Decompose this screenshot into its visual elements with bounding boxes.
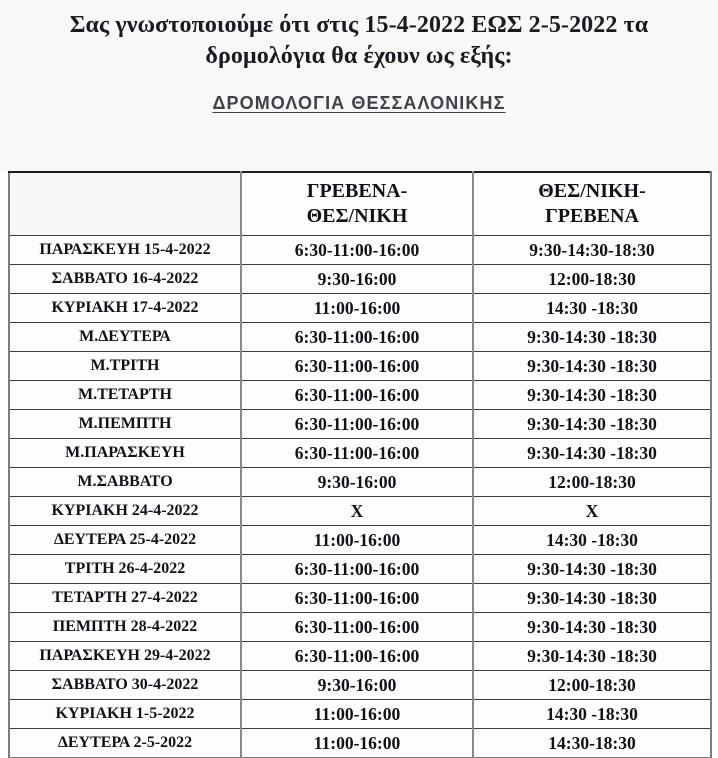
cell-inbound-times: 9:30-14:30 -18:30 [473, 613, 711, 642]
header-outbound-line-1: ΓΡΕΒΕΝΑ- [306, 180, 408, 202]
cell-day: ΤΕΤΑΡΤΗ 27-4-2022 [9, 584, 241, 613]
cell-inbound-times: 9:30-14:30 -18:30 [473, 439, 711, 468]
cell-day: ΚΥΡΙΑΚΗ 24-4-2022 [9, 497, 241, 526]
cell-inbound-times: 14:30 -18:30 [473, 700, 711, 729]
cell-outbound-times: 9:30-16:00 [241, 265, 473, 294]
cell-outbound-times: 11:00-16:00 [241, 729, 473, 758]
cell-outbound-times: 6:30-11:00-16:00 [241, 352, 473, 381]
table-row [9, 236, 711, 265]
table-row [9, 729, 711, 758]
cell-day: ΚΥΡΙΑΚΗ 17-4-2022 [9, 294, 241, 323]
cell-inbound-times: 9:30-14:30 -18:30 [473, 584, 711, 613]
cell-outbound-times: 9:30-16:00 [241, 671, 473, 700]
cell-outbound-times: 6:30-11:00-16:00 [241, 555, 473, 584]
table-row [9, 555, 711, 584]
cell-inbound-times: 9:30-14:30-18:30 [473, 236, 711, 265]
header-inbound-line-1: ΘΕΣ/ΝΙΚΗ- [538, 180, 646, 202]
cell-inbound-times: 12:00-18:30 [473, 671, 711, 700]
cell-day: Μ.ΠΑΡΑΣΚΕΥΗ [9, 439, 241, 468]
notice-title-line-1: Σας γνωστοποιούμε ότι στις 15-4-2022 ΕΩΣ 2-5-2022 τα [69, 12, 649, 38]
cell-day: Μ.ΤΡΙΤΗ [9, 352, 241, 381]
cell-outbound-times: 6:30-11:00-16:00 [241, 613, 473, 642]
cell-day: ΣΑΒΒΑΤΟ 30-4-2022 [9, 671, 241, 700]
cell-day: Μ.ΠΕΜΠΤΗ [9, 410, 241, 439]
header-outbound-grevena-thessaloniki [241, 172, 473, 236]
cell-inbound-times: 9:30-14:30 -18:30 [473, 555, 711, 584]
table-row [9, 613, 711, 642]
cell-inbound-times: X [473, 497, 711, 526]
table-row [9, 294, 711, 323]
cell-inbound-times: 14:30 -18:30 [473, 294, 711, 323]
cell-inbound-times: 12:00-18:30 [473, 265, 711, 294]
cell-outbound-times: 11:00-16:00 [241, 294, 473, 323]
table-row [9, 468, 711, 497]
table-row [9, 439, 711, 468]
header-day-column [9, 172, 241, 236]
cell-outbound-times: 9:30-16:00 [241, 468, 473, 497]
table-head [9, 172, 711, 236]
notice-title [0, 0, 718, 72]
cell-day: Μ.ΤΕΤΑΡΤΗ [9, 381, 241, 410]
cell-day: Μ.ΣΑΒΒΑΤΟ [9, 468, 241, 497]
cell-inbound-times: 12:00-18:30 [473, 468, 711, 497]
cell-day: ΔΕΥΤΕΡΑ 2-5-2022 [9, 729, 241, 758]
table-row [9, 265, 711, 294]
cell-day: Μ.ΔΕΥΤΕΡΑ [9, 323, 241, 352]
cell-inbound-times: 9:30-14:30 -18:30 [473, 352, 711, 381]
table-row [9, 410, 711, 439]
table-row [9, 642, 711, 671]
cell-inbound-times: 14:30 -18:30 [473, 526, 711, 555]
header-inbound-line-2: ΓΡΕΒΕΝΑ [545, 205, 639, 227]
subtitle-container [0, 72, 718, 114]
cell-inbound-times: 9:30-14:30 -18:30 [473, 323, 711, 352]
cell-day: ΠΕΜΠΤΗ 28-4-2022 [9, 613, 241, 642]
table-row [9, 584, 711, 613]
table-row [9, 526, 711, 555]
cell-outbound-times: 11:00-16:00 [241, 526, 473, 555]
table-row [9, 671, 711, 700]
header-outbound-line-2: ΘΕΣ/ΝΙΚΗ [306, 205, 408, 227]
route-heading: ΔΡΟΜΟΛΟΓΙΑ ΘΕΣΣΑΛΟΝΙΚΗΣ [212, 93, 506, 113]
notice-title-line-2: δρομολόγια θα έχουν ως εξής: [205, 43, 513, 69]
cell-inbound-times: 9:30-14:30 -18:30 [473, 642, 711, 671]
cell-outbound-times: 6:30-11:00-16:00 [241, 410, 473, 439]
cell-inbound-times: 9:30-14:30 -18:30 [473, 410, 711, 439]
cell-outbound-times: 6:30-11:00-16:00 [241, 381, 473, 410]
cell-day: ΚΥΡΙΑΚΗ 1-5-2022 [9, 700, 241, 729]
table-body [9, 236, 711, 758]
table-row [9, 352, 711, 381]
table-header-row [9, 172, 711, 236]
cell-day: ΔΕΥΤΕΡΑ 25-4-2022 [9, 526, 241, 555]
header-inbound-thessaloniki-grevena [473, 172, 711, 236]
cell-day: ΠΑΡΑΣΚΕΥΗ 29-4-2022 [9, 642, 241, 671]
cell-outbound-times: X [241, 497, 473, 526]
cell-outbound-times: 11:00-16:00 [241, 700, 473, 729]
schedule-table-container [0, 171, 718, 758]
table-row [9, 700, 711, 729]
cell-day: ΣΑΒΒΑΤΟ 16-4-2022 [9, 265, 241, 294]
cell-inbound-times: 9:30-14:30 -18:30 [473, 381, 711, 410]
cell-outbound-times: 6:30-11:00-16:00 [241, 236, 473, 265]
cell-outbound-times: 6:30-11:00-16:00 [241, 439, 473, 468]
cell-outbound-times: 6:30-11:00-16:00 [241, 642, 473, 671]
cell-inbound-times: 14:30-18:30 [548, 733, 636, 753]
cell-outbound-times: 6:30-11:00-16:00 [241, 584, 473, 613]
table-row [9, 381, 711, 410]
table-row [9, 323, 711, 352]
cell-day: ΠΑΡΑΣΚΕΥΗ 15-4-2022 [9, 236, 241, 265]
schedule-table [8, 171, 712, 758]
cell-day: ΤΡΙΤΗ 26-4-2022 [9, 555, 241, 584]
table-row [9, 497, 711, 526]
cell-outbound-times: 6:30-11:00-16:00 [241, 323, 473, 352]
